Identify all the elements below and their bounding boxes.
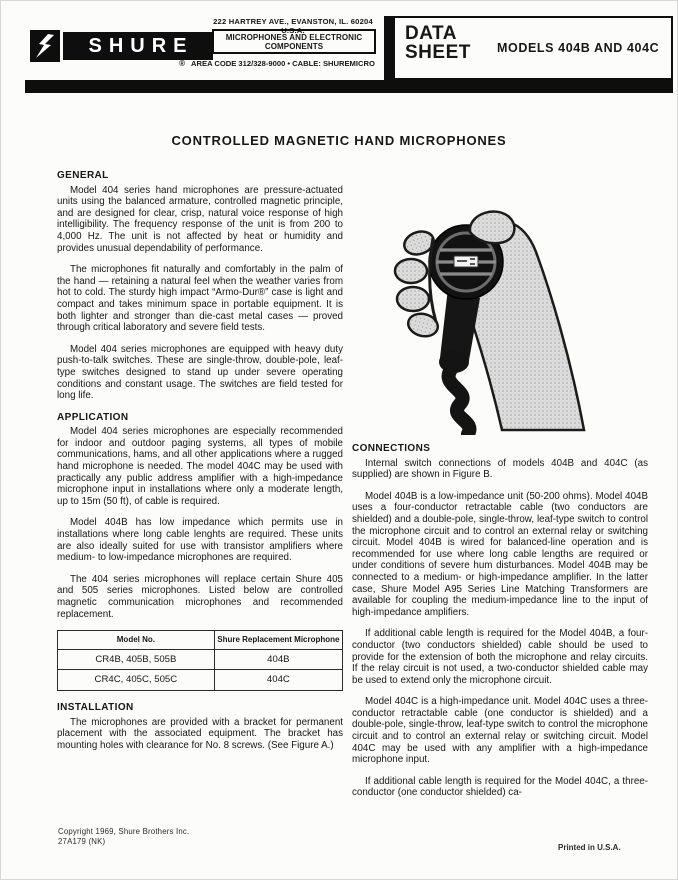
cell-replacement: 404C <box>214 670 342 691</box>
copyright-line2: 27A179 (NK) <box>58 837 106 846</box>
paragraph: The microphones are provided with a bracket for permanent placement with the associated equipment. The bracket has mounting holes with clearance for No. 8 screws. (See Figure A.) <box>57 716 343 751</box>
right-column <box>352 170 648 809</box>
company-address: 222 HARTREY AVE., EVANSTON, IL. 60204 U.S.A. <box>213 17 373 35</box>
section-heading-application: APPLICATION <box>57 411 129 423</box>
header-divider <box>384 16 393 80</box>
section-connections <box>352 443 648 799</box>
shure-wordmark: SHURE <box>63 32 213 60</box>
column-header-model-no: Model No. <box>58 631 215 650</box>
copyright-line1: Copyright 1969, Shure Brothers Inc. <box>58 827 190 836</box>
paragraph: Model 404C is a high-impedance unit. Model 404C uses a three-conductor retractable cable (one conductor is shielded) and a double-pole, single-throw, leaf-type switch to control the microphone circuit and to control an external relay or switching circuit. Model 404C may be used with any amplifier with a high-impedance microphone input. <box>352 696 648 766</box>
paragraph: If additional cable length is required for the Model 404B, a four-conductor (two conductors shielded) cable should be used to provide for the extension of both the microphone and relay circuits. If the relay circuit is not used, a two-conductor shielded cable may be used to extend only the microphone circuit. <box>352 628 648 686</box>
section-heading-installation: INSTALLATION <box>57 701 134 713</box>
contact-line <box>175 59 379 68</box>
section-general <box>57 170 343 402</box>
doc-type-label <box>405 25 471 62</box>
section-application <box>57 412 343 621</box>
shure-logo-mark <box>30 30 60 62</box>
division-box: MICROPHONES AND ELECTRONIC COMPONENTS <box>212 29 376 54</box>
paragraph: Model 404 series hand microphones are pressure-actuated units using the balanced armature, controlled magnetic principle, and are designed for clear, crisp, natural voice response of high intelligibility. The frequency response of the unit is from 200 to 4,000 Hz. The unit is not affected by heat or humidity and provides unusual dependability of performance. <box>57 184 343 254</box>
paragraph: Model 404 series microphones are especially recommended for indoor and outdoor paging systems, all types of mobile communications, hams, and all other applications where a rugged hand microphone is needed. The model 404C may be used with practically any public address amplifier with a high-impedance microphone input in installations where only a moderate length, up to 15m (50 ft), of cable is required. <box>57 426 343 507</box>
section-installation <box>57 702 343 751</box>
paragraph: The microphones fit naturally and comfortably in the palm of the hand — retaining a natural feel when the weather varies from hot to cold. The sturdy high impact “Armo-Dur®” case is light and compact and takes minimum space in portable equipment. It is both lighter and stronger than die-cast metal cases — proved through critical laboratory and severe field tests. <box>57 264 343 334</box>
paragraph: The 404 series microphones will replace certain Shure 405 and 505 series microphones. Listed below are controlled magnetic communication microphones and recommended replacement. <box>57 573 343 620</box>
paragraph: Internal switch connections of models 404B and 404C (as supplied) are shown in Figure B. <box>352 457 648 481</box>
doc-type-line1: DATA <box>405 23 457 44</box>
table-header-row <box>58 631 343 650</box>
column-header-replacement: Shure Replacement Microphone <box>214 631 342 650</box>
table-row <box>58 670 343 691</box>
printed-in-usa: Printed in U.S.A. <box>558 843 621 852</box>
models-label: MODELS 404B AND 404C <box>497 41 660 55</box>
registered-trademark-icon: ® <box>179 59 186 68</box>
header <box>25 16 673 94</box>
cell-replacement: 404B <box>214 649 342 670</box>
paragraph: Model 404B has low impedance which permits use in installations where long cable lenghts are required. These units are also ideally suited for use with transistor amplifiers where medium- to low-impedance microphones are required. <box>57 517 343 564</box>
paragraph: If additional cable length is required for the Model 404C, a three-conductor (one conductor shielded) ca- <box>352 775 648 799</box>
hand-microphone-illustration <box>378 190 648 435</box>
contact-text: AREA CODE 312/328-9000 • CABLE: SHUREMICRO <box>191 59 375 68</box>
section-heading-general: GENERAL <box>57 170 109 181</box>
header-rule <box>25 80 673 93</box>
cell-model-no: CR4B, 405B, 505B <box>58 649 215 670</box>
left-column <box>57 170 343 761</box>
cell-model-no: CR4C, 405C, 505C <box>58 670 215 691</box>
datasheet-box <box>393 16 673 80</box>
paragraph: Model 404B is a low-impedance unit (50-200 ohms). Model 404B uses a four-conductor retractable cable (two conductors are shielded) and a double-pole, single-throw, leaf-type switch to control the microphone circuit and to control an external relay or switching circuit. Model 404B is wired for balanced-line operation and is recommended for use where long cable lengths are required or under conditions of severe hum disturbances. Model 404B may be connected to a medium- or high-impedance amplifier. In the latter case, Shure Model A95 Series Line Matching Transformers are available for coupling the medium-impedance line to the input of high-impedance amplifiers. <box>352 490 648 618</box>
shure-s-bolt-icon <box>35 34 55 58</box>
replacement-table <box>57 630 343 691</box>
copyright-note <box>58 827 189 847</box>
section-heading-connections: CONNECTIONS <box>352 443 431 454</box>
paragraph: Model 404 series microphones are equipped with heavy duty push-to-talk switches. These are single-throw, double-pole, leaf-type switches designed to stand up under severe operating conditions and constant usage. The switches are field tested for long life. <box>57 343 343 402</box>
hand-microphone-photo <box>378 190 648 435</box>
page-title: CONTROLLED MAGNETIC HAND MICROPHONES <box>171 133 507 148</box>
table-row <box>58 649 343 670</box>
doc-type-line2: SHEET <box>405 41 471 63</box>
